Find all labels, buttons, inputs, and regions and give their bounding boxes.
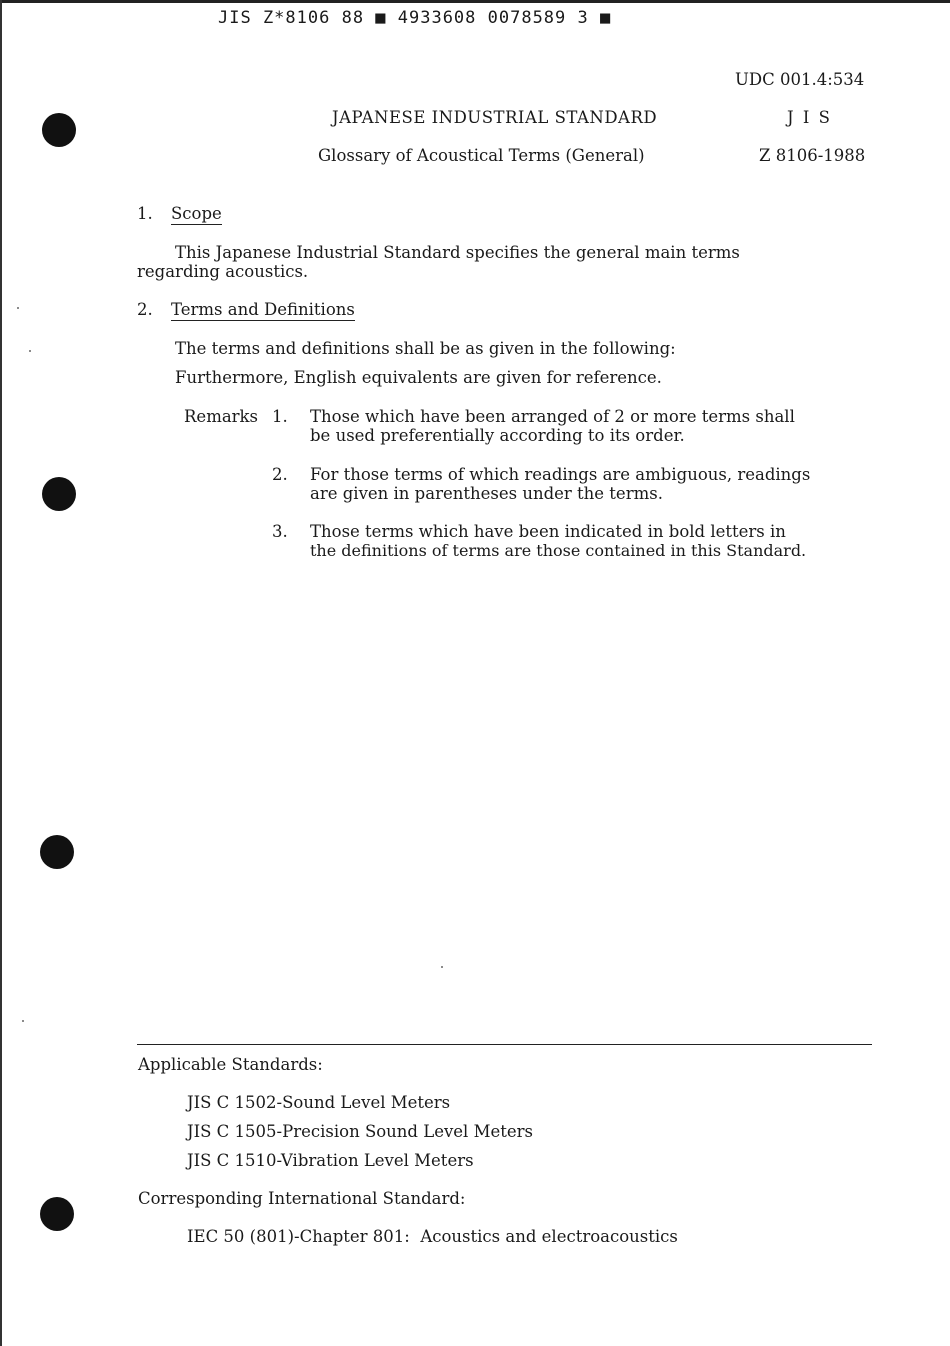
section-number: 1. — [137, 204, 153, 223]
document-title: Glossary of Acoustical Terms (General) — [318, 146, 645, 165]
scope-text-line: regarding acoustics. — [137, 262, 309, 281]
section-heading-terms: Terms and Definitions — [171, 300, 355, 319]
punch-hole — [42, 113, 76, 147]
page-border-left — [0, 0, 2, 1346]
footer-divider — [137, 1044, 872, 1045]
remark-line: Those which have been arranged of 2 or more terms shall — [310, 407, 795, 426]
punch-hole — [42, 477, 76, 511]
international-standard-label: Corresponding International Standard: — [138, 1189, 466, 1208]
remark-line: For those terms of which readings are ambiguous, readings — [310, 465, 811, 484]
applicable-standard-item: JIS C 1510-Vibration Level Meters — [187, 1151, 474, 1170]
standard-title: JAPANESE INDUSTRIAL STANDARD — [332, 108, 658, 127]
page-border-top — [0, 0, 950, 3]
international-standard-item: IEC 50 (801)-Chapter 801: Acoustics and electroacoustics — [187, 1227, 678, 1246]
header-barcode-text: JIS Z*8106 88 ■ 4933608 0078589 3 ■ — [218, 8, 612, 28]
terms-text-line: The terms and definitions shall be as given in the following: — [175, 339, 676, 358]
udc-code: UDC 001.4:534 — [735, 70, 865, 89]
speck — [29, 350, 31, 352]
remark-number: 3. — [272, 522, 288, 541]
remark-line: be used preferentially according to its order. — [310, 426, 685, 445]
remark-line: the definitions of terms are those contained in this Standard. — [310, 541, 807, 560]
speck — [441, 966, 443, 968]
applicable-standard-item: JIS C 1502-Sound Level Meters — [187, 1093, 451, 1112]
section-number: 2. — [137, 300, 153, 319]
remark-number: 2. — [272, 465, 288, 484]
remark-line: are given in parentheses under the terms. — [310, 484, 663, 503]
applicable-standards-label: Applicable Standards: — [138, 1055, 323, 1074]
jis-mark: J I S — [787, 108, 832, 127]
section-heading-scope: Scope — [171, 204, 222, 223]
punch-hole — [40, 835, 74, 869]
terms-text-line: Furthermore, English equivalents are given for reference. — [175, 368, 662, 387]
applicable-standard-item: JIS C 1505-Precision Sound Level Meters — [187, 1122, 533, 1141]
standard-number: Z 8106-1988 — [759, 146, 866, 165]
speck — [17, 307, 19, 309]
remark-line: Those terms which have been indicated in bold letters in — [310, 522, 786, 541]
remarks-label: Remarks — [184, 407, 259, 426]
speck — [22, 1020, 24, 1022]
scope-text-line: This Japanese Industrial Standard specifies the general main terms — [175, 243, 740, 262]
remark-number: 1. — [272, 407, 288, 426]
punch-hole — [40, 1197, 74, 1231]
